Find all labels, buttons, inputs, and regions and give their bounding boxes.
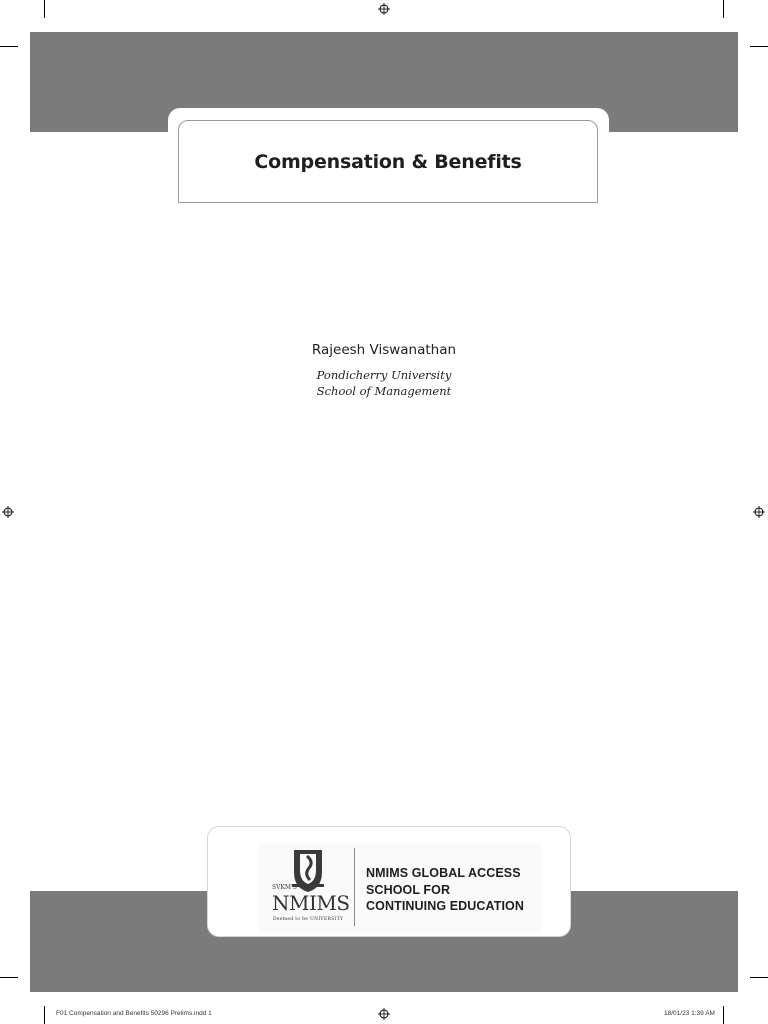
registration-target-icon	[753, 506, 765, 518]
affiliation-university: Pondicherry University	[316, 368, 452, 382]
slug-filename: F01 Compensation and Benefits 50296 Prelims.indd 1	[56, 1010, 212, 1017]
crop-mark	[750, 977, 768, 978]
affiliation-school: School of Management	[316, 384, 452, 398]
slug-timestamp: 18/01/23 1:39 AM	[664, 1010, 715, 1017]
author-name: Rajeesh Viswanathan	[311, 342, 457, 358]
svkm-label: SVKM'S	[272, 884, 297, 891]
crop-mark	[0, 46, 18, 47]
registration-target-icon	[378, 1008, 390, 1020]
book-title: Compensation & Benefits	[254, 151, 522, 173]
registration-target-icon	[378, 3, 390, 15]
deemed-university-label: Deemed to be UNIVERSITY	[273, 917, 344, 922]
school-line-3: CONTINUING EDUCATION	[366, 899, 525, 913]
crop-mark	[44, 1006, 45, 1024]
registration-target-icon	[2, 506, 14, 518]
crop-mark	[0, 977, 18, 978]
crop-mark	[723, 0, 724, 18]
logo-divider	[354, 848, 355, 926]
title-box	[178, 120, 598, 203]
school-line-1: NMIMS GLOBAL ACCESS	[366, 866, 521, 880]
nmims-wordmark: NMIMS	[272, 891, 350, 915]
crop-mark	[44, 0, 45, 18]
crop-mark	[750, 46, 768, 47]
school-line-2: SCHOOL FOR	[366, 883, 451, 897]
crop-mark	[723, 1006, 724, 1024]
